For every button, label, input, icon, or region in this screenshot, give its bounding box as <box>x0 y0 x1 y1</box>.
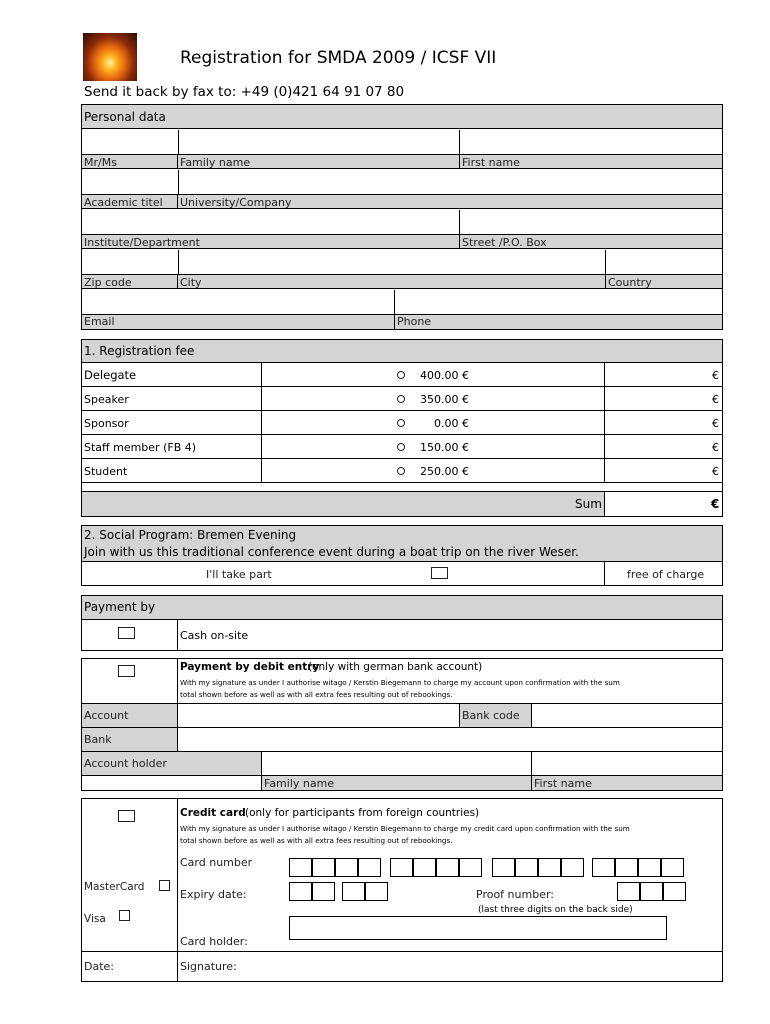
date-label: Date: <box>84 960 114 973</box>
family-name-field[interactable] <box>178 130 459 154</box>
holder-family-name-label: Family name <box>264 777 335 790</box>
divider <box>604 562 605 585</box>
academic-title-field[interactable] <box>82 170 177 194</box>
page-title: Registration for SMDA 2009 / ICSF VII <box>180 48 497 68</box>
card-digit[interactable] <box>312 858 335 877</box>
payment-header <box>82 596 722 620</box>
take-part-label: I'll take part <box>206 568 272 581</box>
sponsor-radio[interactable] <box>397 419 405 427</box>
institute-label: Institute/Department <box>84 236 200 249</box>
card-digit[interactable] <box>615 858 638 877</box>
zip-field[interactable] <box>82 250 177 274</box>
mr-ms-label: Mr/Ms <box>84 156 117 169</box>
spacer <box>82 483 722 491</box>
city-label: City <box>180 276 202 289</box>
card-digit[interactable] <box>436 858 459 877</box>
expiry-label: Expiry date: <box>180 888 247 901</box>
account-holder-family-field[interactable] <box>261 751 531 775</box>
proof-number-label: Proof number: <box>476 888 554 901</box>
country-field[interactable] <box>605 250 722 274</box>
staff-radio[interactable] <box>397 443 405 451</box>
cash-label: Cash on-site <box>180 629 249 642</box>
divider <box>177 194 178 209</box>
divider <box>177 659 178 703</box>
card-digit[interactable] <box>335 858 358 877</box>
divider <box>177 154 178 169</box>
sum-label: Sum <box>575 497 602 511</box>
fee-currency: € <box>712 369 719 382</box>
proof-digit[interactable] <box>640 882 663 901</box>
divider <box>82 951 722 952</box>
street-field[interactable] <box>459 210 722 234</box>
fee-price: 250.00 € <box>420 465 469 478</box>
holder-first-name-label: First name <box>534 777 592 790</box>
card-holder-field[interactable] <box>289 916 667 940</box>
bank-field[interactable] <box>177 727 722 751</box>
email-label: Email <box>84 315 115 328</box>
expiry-digit[interactable] <box>342 882 365 901</box>
delegate-radio[interactable] <box>397 371 405 379</box>
debit-note: (only with german bank account) <box>308 661 483 673</box>
fee-label: Sponsor <box>84 417 129 430</box>
first-name-field[interactable] <box>459 130 722 154</box>
debit-text-2: total shown before as well as with all extra fees resulting out of rebookings. <box>180 690 453 699</box>
bank-code-label: Bank code <box>462 709 520 722</box>
divider <box>459 234 460 249</box>
personal-data-title: Personal data <box>84 110 166 124</box>
institute-field[interactable] <box>82 210 459 234</box>
sum-field[interactable] <box>604 491 722 516</box>
bank-code-field[interactable] <box>531 703 722 727</box>
proof-digit[interactable] <box>663 882 686 901</box>
expiry-digit[interactable] <box>312 882 335 901</box>
card-digit[interactable] <box>390 858 413 877</box>
credit-card-title: Credit card <box>180 807 246 819</box>
student-radio[interactable] <box>397 467 405 475</box>
credit-text-1: With my signature as under I authorise witago / Kerstin Biegemann to charge my credit card upon confirmation with the sum <box>180 824 630 833</box>
card-digit[interactable] <box>561 858 584 877</box>
sum-currency: € <box>711 497 720 511</box>
zip-label: Zip code <box>84 276 132 289</box>
academic-title-label: Academic titel <box>84 196 163 209</box>
fee-label: Delegate <box>84 368 137 382</box>
visa-label: Visa <box>84 913 106 925</box>
expiry-digit[interactable] <box>365 882 388 901</box>
credit-card-checkbox[interactable] <box>118 810 135 822</box>
fee-price: 400.00 € <box>420 369 469 382</box>
city-field[interactable] <box>178 250 605 274</box>
fax-line: Send it back by fax to: +49 (0)421 64 91 07 80 <box>84 84 405 100</box>
fee-label: Student <box>84 465 128 478</box>
debit-text-1: With my signature as under I authorise witago / Kerstin Biegemann to charge my account upon confirmation with the sum <box>180 678 620 687</box>
card-digit[interactable] <box>413 858 436 877</box>
card-digit[interactable] <box>661 858 684 877</box>
expiry-digit[interactable] <box>289 882 312 901</box>
family-name-label: Family name <box>180 156 251 169</box>
row1-label-strip <box>82 154 722 169</box>
card-digit[interactable] <box>538 858 561 877</box>
debit-checkbox[interactable] <box>118 665 135 677</box>
mastercard-checkbox[interactable] <box>159 880 170 891</box>
card-digit[interactable] <box>358 858 381 877</box>
credit-card-note: (only for participants from foreign countries) <box>245 807 480 819</box>
university-label: University/Company <box>180 196 292 209</box>
first-name-label: First name <box>462 156 520 169</box>
divider <box>459 154 460 169</box>
bank-label: Bank <box>84 733 112 746</box>
card-digit[interactable] <box>515 858 538 877</box>
social-program-title: 2. Social Program: Bremen Evening <box>84 528 297 542</box>
fee-currency: € <box>712 417 719 430</box>
fee-label: Speaker <box>84 393 129 406</box>
speaker-radio[interactable] <box>397 395 405 403</box>
account-holder-label: Account holder <box>84 757 167 770</box>
card-digit[interactable] <box>592 858 615 877</box>
payment-title: Payment by <box>84 600 156 614</box>
registration-fee-title: 1. Registration fee <box>84 344 195 358</box>
divider <box>605 274 606 289</box>
card-number-label: Card number <box>180 856 253 869</box>
personal-data-header <box>82 105 722 129</box>
cash-checkbox[interactable] <box>118 627 135 639</box>
divider <box>531 775 532 790</box>
divider <box>261 775 262 790</box>
take-part-checkbox[interactable] <box>431 567 448 579</box>
social-program-description: Join with us this traditional conference event during a boat trip on the river Weser. <box>84 545 579 559</box>
card-digit[interactable] <box>289 858 312 877</box>
account-holder-first-field[interactable] <box>531 751 722 775</box>
street-label: Street /P.O. Box <box>462 236 547 249</box>
fee-price: 350.00 € <box>420 393 469 406</box>
fee-currency: € <box>712 465 719 478</box>
card-digit[interactable] <box>638 858 661 877</box>
proof-hint: (last three digits on the back side) <box>478 905 633 915</box>
account-label: Account <box>84 709 129 722</box>
card-holder-label: Card holder: <box>180 935 248 948</box>
fee-currency: € <box>712 441 719 454</box>
country-label: Country <box>608 276 652 289</box>
fee-label: Staff member (FB 4) <box>84 441 197 454</box>
phone-label: Phone <box>397 315 432 328</box>
divider <box>82 775 261 776</box>
email-field[interactable] <box>82 290 394 314</box>
proof-digit[interactable] <box>617 882 640 901</box>
free-of-charge-label: free of charge <box>627 568 705 581</box>
credit-text-2: total shown before as well as with all extra fees resulting out of rebookings. <box>180 836 453 845</box>
row2-label-strip <box>82 194 722 209</box>
fee-price: 0.00 € <box>434 417 469 430</box>
divider <box>394 314 395 329</box>
debit-title: Payment by debit entry <box>180 661 320 673</box>
card-digit[interactable] <box>492 858 515 877</box>
logo <box>83 33 137 81</box>
phone-field[interactable] <box>394 290 722 314</box>
signature-label: Signature: <box>180 960 237 973</box>
divider <box>177 274 178 289</box>
fee-price: 150.00 € <box>420 441 469 454</box>
fee-currency: € <box>712 393 719 406</box>
divider <box>177 620 178 650</box>
mr-ms-field[interactable] <box>82 130 177 154</box>
mastercard-label: MasterCard <box>84 881 145 893</box>
divider <box>177 799 178 981</box>
university-field[interactable] <box>178 170 722 194</box>
account-field[interactable] <box>177 703 459 727</box>
visa-checkbox[interactable] <box>119 910 130 921</box>
sum-row <box>82 491 604 516</box>
card-digit[interactable] <box>459 858 482 877</box>
